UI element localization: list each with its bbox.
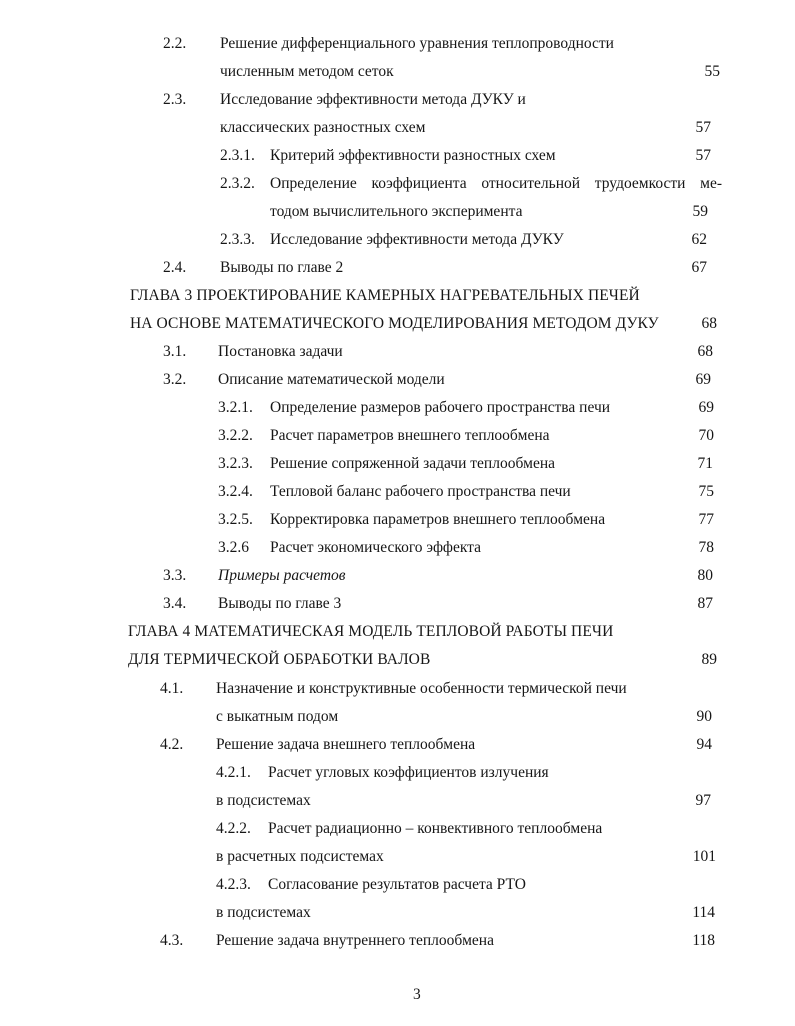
toc-page: 59 [692,203,708,220]
toc-page: 69 [695,371,711,388]
toc-number: 4.2.2. [216,820,251,837]
toc-number: 3.2.5. [218,511,253,528]
toc-title: Выводы по главе 2 [220,259,344,276]
toc-title: Постановка задачи [218,343,343,360]
toc-title: с выкатным подом [216,708,339,725]
toc-page: 57 [695,119,711,136]
toc-page: 68 [697,343,713,360]
toc-page: 75 [698,483,714,500]
toc-number: 3.2.6 [218,539,249,556]
toc-title: Определение коэффициента относительной трудоемкости ме- [270,175,722,192]
toc-page: 94 [696,736,712,753]
toc-page: 70 [698,427,714,444]
toc-number: 4.3. [160,932,184,949]
toc-page: 89 [701,651,717,668]
toc-title: тодом вычислительного эксперимента [270,203,523,220]
toc-number: 4.2.3. [216,876,251,893]
toc-page: 77 [698,511,714,528]
toc-number: 3.2.2. [218,427,253,444]
toc-title: Критерий эффективности разностных схем [270,147,556,164]
toc-title: классических разностных схем [220,119,426,136]
toc-page: 78 [698,539,714,556]
chapter-heading: ГЛАВА 4 МАТЕМАТИЧЕСКАЯ МОДЕЛЬ ТЕПЛОВОЙ РАБОТЫ ПЕЧИ [128,623,614,640]
toc-number: 3.2.3. [218,455,253,472]
toc-title: Примеры расчетов [218,567,346,584]
toc-title: Исследование эффективности метода ДУКУ [270,231,564,248]
toc-number: 3.3. [163,567,187,584]
toc-title: Определение размеров рабочего пространства печи [270,399,611,416]
toc-page: 71 [697,455,713,472]
toc-page: 97 [695,792,711,809]
toc-page: 68 [701,315,717,332]
toc-page: 67 [691,259,707,276]
toc-title: Согласование результатов расчета РТО [268,876,526,893]
toc-number: 2.2. [163,35,187,52]
toc-title: Решение сопряженной задачи теплообмена [270,455,556,472]
toc-page: 118 [692,932,715,949]
toc-number: 2.3.2. [220,175,255,192]
toc-number: 4.1. [160,680,184,697]
toc-page: 62 [691,231,707,248]
toc-title: в подсистемах [216,792,311,809]
toc-number: 2.4. [163,259,187,276]
chapter-heading: ГЛАВА 3 ПРОЕКТИРОВАНИЕ КАМЕРНЫХ НАГРЕВАТЕЛЬНЫХ ПЕЧЕЙ [130,287,640,304]
toc-page: 69 [698,399,714,416]
toc-number: 3.2. [163,371,187,388]
toc-title: Тепловой баланс рабочего пространства печи [270,483,571,500]
toc-number: 2.3.1. [220,147,255,164]
toc-page: 57 [695,147,711,164]
page-number: 3 [413,986,421,1003]
toc-number: 3.1. [163,343,187,360]
toc-title: Решение задача внутреннего теплообмена [216,932,494,949]
toc-page: 101 [692,848,716,865]
toc-page: 87 [697,595,713,612]
toc-number: 2.3. [163,91,187,108]
toc-number: 3.2.4. [218,483,253,500]
toc-title: Расчет угловых коэффициентов излучения [268,764,549,781]
toc-title: Выводы по главе 3 [218,595,342,612]
toc-number: 2.3.3. [220,231,255,248]
toc-title: Назначение и конструктивные особенности термической печи [216,680,627,697]
toc-title: Описание математической модели [218,371,445,388]
chapter-heading: ДЛЯ ТЕРМИЧЕСКОЙ ОБРАБОТКИ ВАЛОВ [128,651,431,668]
toc-title: Расчет радиационно – конвективного теплообмена [268,820,603,837]
toc-title: в расчетных подсистемах [216,848,384,865]
toc-title: Расчет параметров внешнего теплообмена [270,427,550,444]
toc-title: в подсистемах [216,904,311,921]
chapter-heading: НА ОСНОВЕ МАТЕМАТИЧЕСКОГО МОДЕЛИРОВАНИЯ МЕТОДОМ ДУКУ [130,315,659,332]
toc-number: 4.2. [160,736,184,753]
toc-number: 3.4. [163,595,187,612]
toc-title: Исследование эффективности метода ДУКУ и [220,91,526,108]
toc-title: Расчет экономического эффекта [270,539,482,556]
toc-page: 90 [696,708,712,725]
toc-title: Решение дифференциального уравнения теплопроводности [220,35,614,52]
toc-number: 4.2.1. [216,764,251,781]
toc-page: 80 [697,567,713,584]
toc-title: Решение задача внешнего теплообмена [216,736,476,753]
toc-title: Корректировка параметров внешнего теплообмена [270,511,606,528]
toc-title: численным методом сеток [220,63,394,80]
toc-page: 55 [704,63,720,80]
toc-number: 3.2.1. [218,399,253,416]
toc-page: 114 [692,904,715,921]
